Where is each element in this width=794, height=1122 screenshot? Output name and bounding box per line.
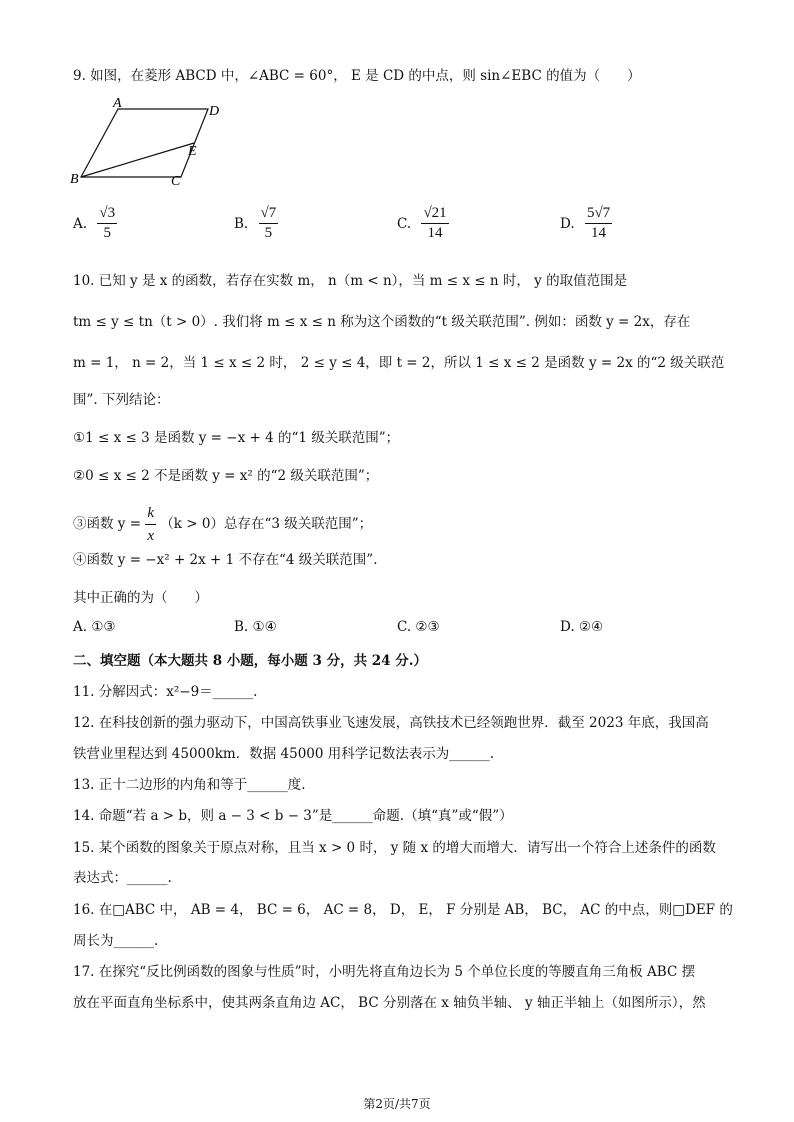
q16-line-1: 16. 在□ABC 中， AB = 4， BC = 6， AC = 8， D， E， F 分别是 AB， BC， AC 的中点，则□DEF 的	[73, 902, 733, 918]
rhombus-outline	[81, 109, 208, 177]
label-E: E	[188, 144, 197, 159]
q9-option-a[interactable]: A. $\frac{√3}{5}$	[73, 205, 116, 241]
q10-statement-1: ①1 ≤ x ≤ 3 是函数 y = −x + 4 的“1 级关联范围”；	[73, 430, 400, 446]
page-footer: 第2页/共7页	[363, 1097, 431, 1111]
rhombus-figure	[68, 95, 228, 190]
q10-line-2: tm ≤ y ≤ tn（t > 0）. 我们将 m ≤ x ≤ n 称为这个函数的“t 级关联范围”. 例如：函数 y = 2x，存在	[73, 314, 691, 330]
q10-ask: 其中正确的为（ ）	[73, 590, 208, 606]
q9-option-b[interactable]: B. $\frac{√7}{5}$	[234, 205, 277, 241]
q10-option-b[interactable]: B. ①④	[234, 619, 277, 635]
q16-line-2: 周长为______.	[73, 933, 159, 949]
segment-BE	[81, 143, 194, 177]
q10-line-3: m = 1， n = 2，当 1 ≤ x ≤ 2 时， 2 ≤ y ≤ 4，即 t = 2，所以 1 ≤ x ≤ 2 是函数 y = 2x 的“2 级关联范	[73, 355, 725, 371]
q9-option-c[interactable]: C. $\frac{√21}{14}$	[397, 205, 447, 241]
label-A: A	[113, 96, 122, 111]
q10-statement-3: ③函数 y = $\frac{k}{x}$ （k > 0）总存在“3 级关联范围”；	[73, 505, 373, 544]
q13: 13. 正十二边形的内角和等于______度.	[73, 777, 306, 793]
q11: 11. 分解因式：x²−9＝______.	[73, 684, 258, 700]
section-title-fill-blank: 二、填空题（本大题共 8 小题，每小题 3 分，共 24 分.）	[73, 653, 427, 669]
q10-option-a[interactable]: A. ①③	[73, 619, 116, 635]
q10-statement-2: ②0 ≤ x ≤ 2 不是函数 y = x² 的“2 级关联范围”；	[73, 468, 379, 484]
q15-line-1: 15. 某个函数的图象关于原点对称，且当 x > 0 时， y 随 x 的增大而增大．请写出一个符合上述条件的函数	[73, 840, 716, 856]
label-C: C	[171, 174, 181, 189]
q9-text: 9. 如图，在菱形 ABCD 中，∠ABC = 60°， E 是 CD 的中点，则 sin∠EBC 的值为（ ）	[73, 68, 641, 84]
q17-line-1: 17. 在探究“反比例函数的图象与性质”时，小明先将直角边长为 5 个单位长度的等腰直角三角板 ABC 摆	[73, 964, 696, 980]
label-B: B	[70, 172, 79, 187]
q10-line-1: 10. 已知 y 是 x 的函数，若存在实数 m， n（m < n），当 m ≤ x ≤ n 时， y 的取值范围是	[73, 273, 628, 289]
q10-statement-4: ④函数 y = −x² + 2x + 1 不存在“4 级关联范围”.	[73, 552, 378, 568]
q10-option-c[interactable]: C. ②③	[397, 619, 440, 635]
label-D: D	[209, 104, 220, 119]
q17-line-2: 放在平面直角坐标系中，使其两条直角边 AC， BC 分别落在 x 轴负半轴、 y 轴正半轴上（如图所示），然	[73, 995, 706, 1011]
q15-line-2: 表达式：______.	[73, 870, 172, 886]
q12-line-2: 铁营业里程达到 45000km．数据 45000 用科学记数法表示为______.	[73, 746, 495, 762]
q14: 14. 命题“若 a > b，则 a − 3 < b − 3”是______命题.（填“真”或“假”）	[73, 808, 513, 824]
q10-line-4: 围”. 下列结论：	[73, 392, 170, 408]
q12-line-1: 12. 在科技创新的强力驱动下，中国高铁事业飞速发展，高铁技术已经领跑世界．截至 2023 年底，我国高	[73, 715, 709, 731]
q10-option-d[interactable]: D. ②④	[560, 619, 604, 635]
q9-option-d[interactable]: D. $\frac{5√7}{14}$	[560, 205, 611, 241]
